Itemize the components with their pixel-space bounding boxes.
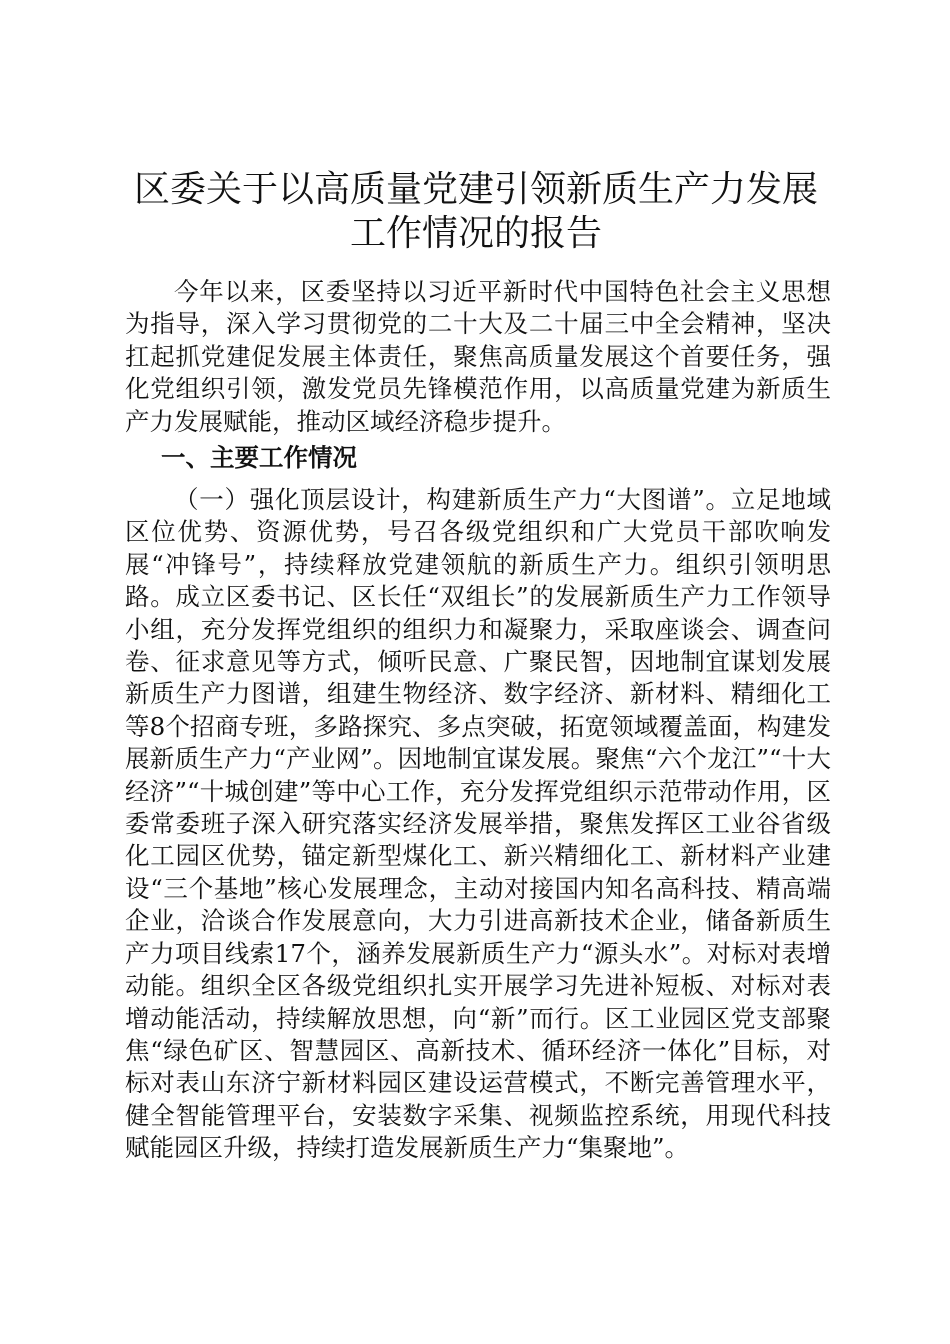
- section-paragraph: （一）强化顶层设计，构建新质生产力“大图谱”。立足地域区位优势、资源优势，号召各级党组织和广大党员干部吹响发展“冲锋号”，持续释放党建领航的新质生产力。组织引领明思路。成立区委书记、区长任“双组长”的发展新质生产力工作领导小组，充分发挥党组织的组织力和凝聚力，采取座谈会、调查问卷、征求意见等方式，倾听民意、广聚民智，因地制宜谋划发展新质生产力图谱，组建生物经济、数字经济、新材料、精细化工等8个招商专班，多路探究、多点突破，拓宽领域覆盖面，构建发展新质生产力“产业网”。因地制宜谋发展。聚焦“六个龙江”“十大经济”“十城创建”等中心工作，充分发挥党组织示范带动作用，区委常委班子深入研究落实经济发展举措，聚焦发挥区工业谷省级化工园区优势，锚定新型煤化工、新兴精细化工、新材料产业建设“三个基地”核心发展理念，主动对接国内知名高科技、精高端企业，洽谈合作发展意向，大力引进高新技术企业，储备新质生产力项目线索17个，涵养发展新质生产力“源头水”。对标对表增动能。组织全区各级党组织扎实开展学习先进补短板、对标对表增动能活动，持续解放思想，向“新”而行。区工业园区党支部聚焦“绿色矿区、智慧园区、高新技术、循环经济一体化”目标，对标对表山东济宁新材料园区建设运营模式，不断完善管理水平，健全智能管理平台，安装数字采集、视频监控系统，用现代科技赋能园区升级，持续打造发展新质生产力“集聚地”。: [125, 485, 831, 1163]
- document-title: 区委关于以高质量党建引领新质生产力发展工作情况的报告: [133, 169, 818, 254]
- intro-paragraph: 今年以来，区委坚持以习近平新时代中国特色社会主义思想为指导，深入学习贯彻党的二十大及二十届三中全会精神，坚决扛起抓党建促发展主体责任，聚焦高质量发展这个首要任务，强化党组织引领，激发党员先锋模范作用，以高质量党建为新质生产力发展赋能，推动区域经济稳步提升。: [125, 277, 831, 436]
- section-heading: 一、主要工作情况: [161, 443, 357, 472]
